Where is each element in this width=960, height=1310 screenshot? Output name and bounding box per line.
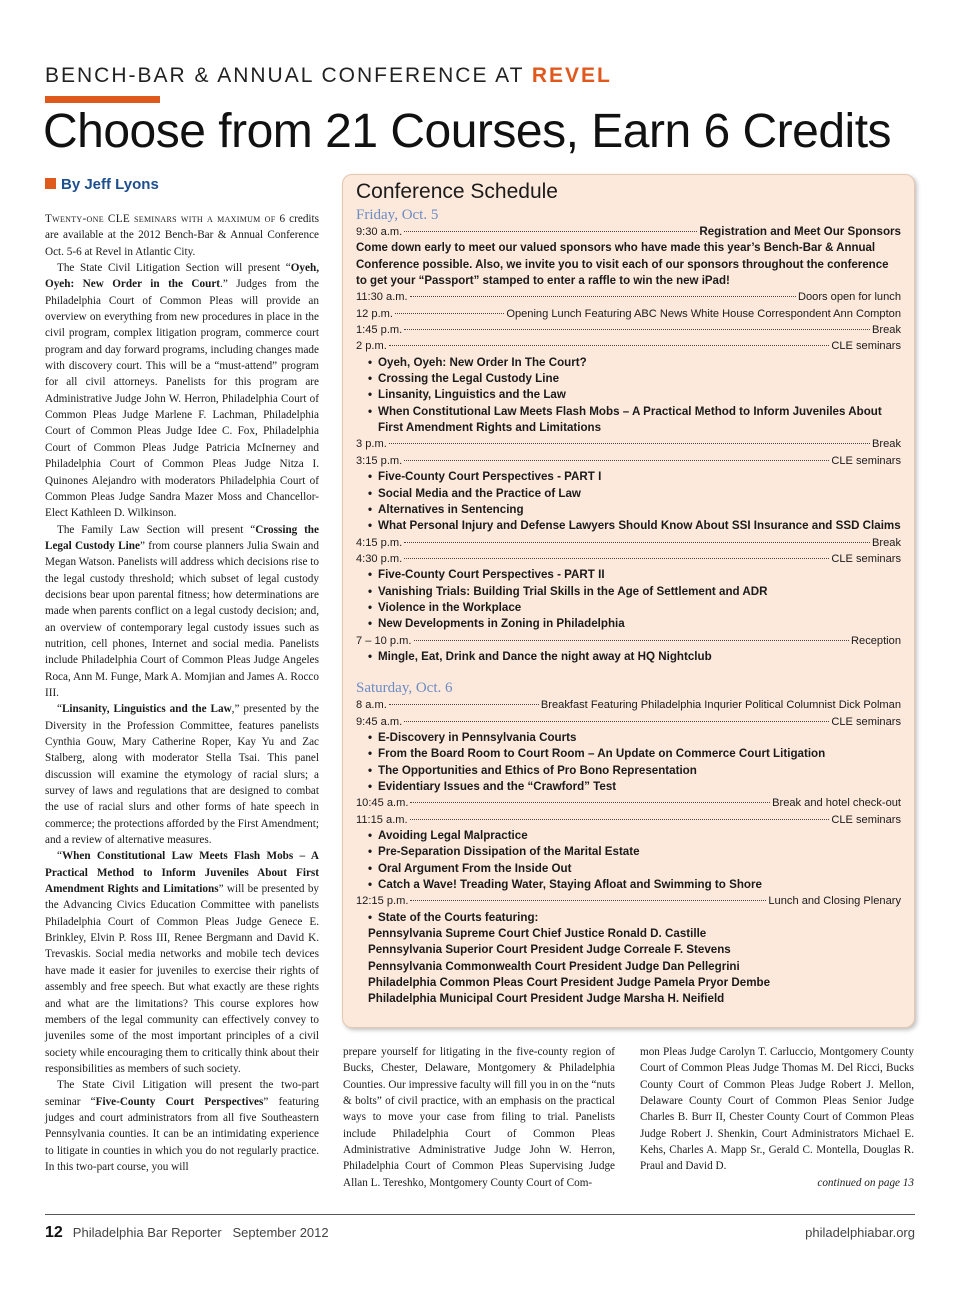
text: The State Civil Litigation Section will present “ [57, 262, 291, 275]
row-time: 8 a.m. [356, 699, 387, 712]
seminar-item: • From the Board Room to Court Room – An Update on Commerce Court Litigation [368, 746, 901, 762]
conference-schedule-box [342, 174, 915, 1028]
article-paragraph [45, 211, 319, 260]
schedule-row [356, 322, 901, 338]
seminar-item: • State of the Courts featuring: [368, 910, 901, 926]
schedule-row [356, 893, 901, 909]
text: .” Judges from the Philadelphia Court of Common Pleas will provide an overview on everything from new procedures in place in the civil program, complex litigation program, commerce court program and day forward programs, including changes made with discovery court. This will be a “must-attend” program for all civil attorneys. Panelists for this program are Administrative Judge John W. Herron, Philadelphia Court of Common Pleas Judge Marlene F. Lachman, Philadelphia Court of Common Pleas Judge Idee C. Fox, Philadelphia Court of Common Pleas Judge Patricia McInerney and Philadelphia Court of Common Pleas Judge Nitza I. Quinones Alejandro with moderators Philadelphia Court of Common Pleas Judge Sandra Mazer Moss and Chancellor-Elect Kathleen D. Wilkinson. [45, 278, 320, 520]
schedule-title: Conference Schedule [356, 180, 558, 203]
row-time: 11:15 a.m. [356, 813, 408, 826]
text: The Family Law Section will present “ [57, 523, 256, 536]
article-column-right [640, 1044, 914, 1191]
course-title: Linsanity, Linguistics and the Law [61, 703, 232, 716]
featured-judge: Philadelphia Municipal Court President Judge Marsha H. Neifield [368, 992, 725, 1006]
seminar-item: • Avoiding Legal Malpractice [368, 828, 901, 844]
row-time: 3:15 p.m. [356, 454, 403, 467]
seminar-item: • Vanishing Trials: Building Trial Skills in the Age of Settlement and ADR [368, 584, 901, 600]
schedule-row [356, 697, 901, 713]
schedule-row [356, 633, 901, 649]
row-label: Break [872, 324, 901, 337]
headline: Choose from 21 Courses, Earn 6 Credits [43, 105, 892, 158]
seminar-list [356, 910, 901, 926]
leader-dots [410, 802, 770, 803]
text: ” featuring judges and court administrators from all five Southeastern Pennsylvania counties. It can be an intimidating experience to litigate in counties in which you do not regularly practice. In this two-part course, you will [45, 1095, 319, 1173]
article-column-middle [343, 1044, 615, 1191]
seminar-item: • Oyeh, Oyeh: New Order In The Court? [368, 355, 901, 371]
article-paragraph: mon Pleas Judge Carolyn T. Carluccio, Montgomery County Court of Common Pleas Judge Thomas M. Del Ricci, Bucks County Court of Common Pleas Judge Robert J. Mellon, Delaware County Court of Common Pleas Senior Judge Charles B. Burr II, Chester County Court of Common Pleas Judge Robert J. Shenkin, Court Administrators Michael E. Kehs, Charles A. Mapp Sr., Gerald C. Montella, Douglas R. Praul and David D. [640, 1046, 914, 1173]
row-time: 4:30 p.m. [356, 552, 403, 565]
leader-dots [404, 542, 870, 543]
row-label: CLE seminars [831, 813, 901, 826]
leader-dots [414, 640, 850, 641]
course-title: Oyeh, Oyeh: New Order in the Court [45, 262, 319, 291]
day-heading-saturday: Saturday, Oct. 6 [356, 680, 453, 697]
leader-dots [404, 460, 829, 461]
seminar-item: • Five-County Court Perspectives - PART I [368, 469, 901, 485]
row-label: Opening Lunch Featuring ABC News White House Correspondent Ann Compton [506, 307, 901, 320]
day-heading-friday: Friday, Oct. 5 [356, 207, 439, 223]
seminar-item: • E-Discovery in Pennsylvania Courts [368, 730, 901, 746]
row-label: CLE seminars [831, 715, 901, 728]
schedule-row [356, 535, 901, 551]
seminar-list [356, 567, 901, 632]
seminar-item: • Evidentiary Issues and the “Crawford” Test [368, 779, 901, 795]
course-title: Five-County Court Perspectives [95, 1095, 264, 1108]
seminar-item: • Catch a Wave! Treading Water, Staying Afloat and Swimming to Shore [368, 877, 901, 893]
text: ” will be presented by the Advancing Civics Education Committee with panelists Philadelphia Court of Common Pleas Judge Genece E. Brinkley, Elvin P. Ross III, Renee Bergmann and David K. Trevaskis. Social media networks and mobile tech devices have made it easier for juveniles to exercise their rights of assembly and free speech. But what exactly are these rights and what are the limitations? This course explores how members of the legal community can effectively convey to juveniles some of the most important principles of a civil society while encouraging them to critically think about their responsibilities as members of such society. [45, 883, 320, 1075]
article-column-left [45, 211, 319, 1175]
seminar-list [356, 355, 901, 437]
row-label: CLE seminars [831, 340, 901, 353]
publication-info: Philadelphia Bar Reporter September 2012 [72, 1225, 329, 1240]
row-time: 3 p.m. [356, 438, 387, 451]
sponsor-note: Come down early to meet our valued sponsors who have made this year’s Bench-Bar & Annual Conference possible. Also, we invite you to visit each of our sponsors throughout the conference to get your “Passport” stamped to enter a raffle to win the new iPad! [356, 242, 889, 288]
featured-judge: Philadelphia Common Pleas Court President Judge Pamela Pryor Dembe [368, 976, 771, 990]
row-time: 2 p.m. [356, 340, 387, 353]
schedule-row [356, 453, 901, 469]
schedule-row [356, 795, 901, 811]
leader-dots [389, 345, 830, 346]
row-label: Registration and Meet Our Sponsors [699, 225, 901, 238]
seminar-item: • Oral Argument From the Inside Out [368, 861, 901, 877]
seminar-item: • Five-County Court Perspectives - PART II [368, 567, 901, 583]
row-time: 12 p.m. [356, 307, 393, 320]
featured-judges-list [368, 926, 901, 1008]
seminar-item: • When Constitutional Law Meets Flash Mobs – A Practical Method to Inform Juveniles About First Amendment Rights and Limitations [368, 404, 901, 437]
schedule-row [356, 338, 901, 354]
leader-dots [389, 704, 539, 705]
row-time: 10:45 a.m. [356, 797, 409, 810]
featured-judge: Pennsylvania Commonwealth Court President Judge Dan Pellegrini [368, 959, 740, 973]
seminar-item: • What Personal Injury and Defense Lawyers Should Know About SSI Insurance and SSD Claims [368, 518, 901, 534]
website[interactable]: philadelphiabar.org [805, 1225, 915, 1240]
seminar-item: • Pre-Separation Dissipation of the Marital Estate [368, 844, 901, 860]
article-paragraph: prepare yourself for litigating in the five-county region of Bucks, Chester, Delaware, Montgomery & Philadelphia Counties. Our impressive faculty will fill you in on the “nuts & bolts” of civil practice, with an emphasis on the practical ways to move your case from filing to trial. Panelists include Philadelphia Court of Common Pleas Administrative Administrative Judge John W. Herron, Philadelphia Court of Common Pleas Supervising Judge Allan L. Tereshko, Montgomery County Court of Com- [343, 1046, 615, 1189]
row-label: Reception [851, 634, 901, 647]
article-paragraph [45, 848, 319, 1077]
article-paragraph [45, 1077, 319, 1175]
row-time: 9:45 a.m. [356, 715, 403, 728]
schedule-row [356, 436, 901, 452]
leader-dots [404, 721, 829, 722]
row-time: 11:30 a.m. [356, 291, 408, 304]
featured-judge: Pennsylvania Superior Court President Judge Correale F. Stevens [368, 943, 731, 957]
spacer [356, 665, 901, 679]
article-paragraph [45, 522, 319, 702]
seminar-list [356, 649, 901, 665]
row-label: Break and hotel check-out [772, 797, 901, 810]
row-label: Break [872, 438, 901, 451]
seminar-item: • Social Media and the Practice of Law [368, 486, 901, 502]
seminar-item: • Linsanity, Linguistics and the Law [368, 387, 901, 403]
seminar-item: • The Opportunities and Ethics of Pro Bono Representation [368, 763, 901, 779]
kicker-rule [45, 96, 160, 103]
schedule-row [356, 306, 901, 322]
text: “ [57, 850, 62, 863]
row-label: Doors open for lunch [798, 291, 901, 304]
kicker [45, 64, 915, 88]
featured-judge: Pennsylvania Supreme Court Chief Justice Ronald D. Castille [368, 927, 707, 941]
seminar-list [356, 469, 901, 534]
row-time: 12:15 p.m. [356, 895, 409, 908]
schedule-row [356, 224, 901, 240]
page-footer [45, 1224, 915, 1242]
article-paragraph [45, 701, 319, 848]
leader-dots [389, 443, 870, 444]
row-label: CLE seminars [831, 454, 901, 467]
seminar-list [356, 730, 901, 795]
kicker-prefix: BENCH-BAR & ANNUAL CONFERENCE AT [45, 64, 525, 87]
schedule-row [356, 551, 901, 567]
leader-dots [395, 313, 504, 314]
byline-square-icon [45, 178, 56, 189]
leader-dots [404, 329, 870, 330]
leader-dots [410, 296, 796, 297]
byline [45, 176, 159, 193]
text: “ [57, 703, 62, 716]
row-label: Breakfast Featuring Philadelphia Inqurier Political Columnist Dick Polman [540, 699, 901, 712]
lead-small-caps: Twenty-one CLE seminars with a maximum of 6 [45, 213, 286, 225]
footer-rule [45, 1214, 915, 1215]
text: ,” presented by the Diversity in the Profession Committee, features panelists Cynthia Gouw, Mary Catherine Roper, Kay Yu and Zac Stalberg, along with moderator Stella Tsai. This panel discussion will examine the etymology of racial slurs; a survey of laws and regulations that are designed to combat the use of racial slurs and other forms of hate speech in commerce; the protections afforded by the First Amendment; and a review of alternative measures. [45, 703, 319, 847]
leader-dots [404, 558, 829, 559]
lead-text: credits are available at the 2012 Bench-Bar & Annual Conference Oct. 5-6 at Revel in Atlantic City. [45, 213, 319, 258]
course-title: When Constitutional Law Meets Flash Mobs – A Practical Method to Inform Juveniles About First Amendment Rights and Limitations [45, 850, 319, 896]
row-time: 7 – 10 p.m. [356, 634, 412, 647]
kicker-venue: REVEL [531, 64, 612, 87]
row-time: 4:15 p.m. [356, 536, 403, 549]
course-title: Crossing the Legal Custody Line [45, 523, 319, 552]
row-label: Break [872, 536, 901, 549]
row-label: Lunch and Closing Plenary [768, 895, 901, 908]
seminar-list [356, 828, 901, 893]
page-number: 12 [45, 1224, 63, 1241]
byline-text: By Jeff Lyons [61, 176, 159, 193]
seminar-item: • Mingle, Eat, Drink and Dance the night away at HQ Nightclub [368, 649, 901, 665]
seminar-item: • Alternatives in Sentencing [368, 502, 901, 518]
seminar-item: • New Developments in Zoning in Philadelphia [368, 616, 901, 632]
continued-link[interactable]: continued on page 13 [817, 1176, 914, 1189]
text: ” from course planners Julia Swain and Megan Watson. Panelists will address which decisions rise to the legal custody threshold; which subset of legal custody decisions bear upon parental fitness; how determinations are made when parents conflict on a legal custody decision; and, an overview of contemporary legal custody issues such as nutrition, cell phones, Internet and social media. Panelists include Philadelphia Court of Common Pleas Judge Angeles Roca, Ann M. Funge, Mark A. Momjian and James A. Rocco III. [45, 539, 319, 699]
row-label: CLE seminars [831, 552, 901, 565]
row-time: 9:30 a.m. [356, 226, 403, 238]
leader-dots [410, 900, 766, 901]
seminar-item: • Crossing the Legal Custody Line [368, 371, 901, 387]
article-paragraph [45, 260, 319, 522]
schedule-row [356, 714, 901, 730]
footer-left [45, 1224, 329, 1242]
schedule-row [356, 289, 901, 305]
text: The State Civil Litigation will present the two-part seminar “ [45, 1079, 319, 1108]
leader-dots [404, 231, 697, 232]
leader-dots [410, 819, 830, 820]
seminar-item: • Violence in the Workplace [368, 600, 901, 616]
schedule-row [356, 812, 901, 828]
row-time: 1:45 p.m. [356, 324, 403, 337]
